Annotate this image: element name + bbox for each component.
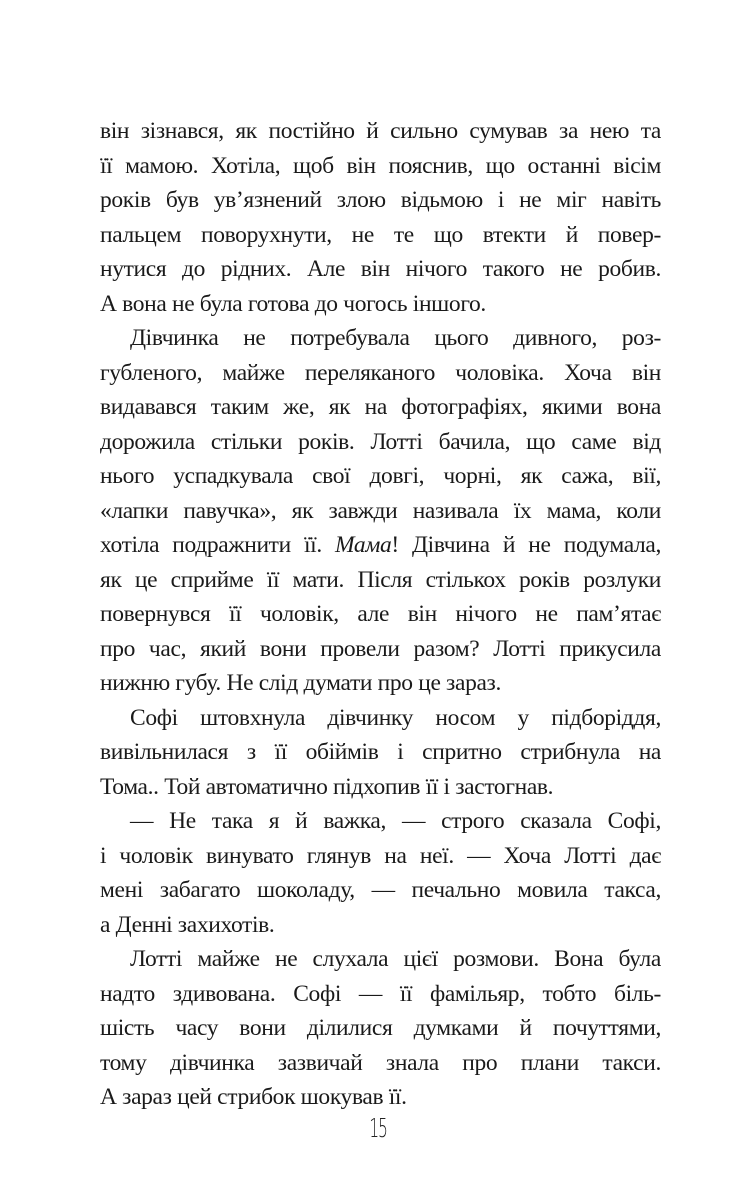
paragraph — [100, 114, 661, 321]
text-line: дорожила стільки років. Лотті бачила, що саме від — [100, 428, 661, 455]
paragraph — [100, 701, 661, 805]
text-line: тому дівчинка зазвичай знала про плани такси. — [100, 1049, 661, 1076]
paragraph — [100, 804, 661, 942]
text-line: як це сприйме її мати. Після стількох років розлуки — [100, 566, 661, 593]
text-line: губленого, майже переляканого чоловіка. Хоча він — [100, 359, 661, 386]
text-line: видавався таким же, як на фотографіях, якими вона — [100, 394, 661, 420]
text-line: «лапки павучка», як завжди називала їх мама, коли — [100, 497, 661, 524]
text-line: Лотті майже не слухала цієї розмови. Вона була — [130, 946, 661, 972]
paragraph — [100, 942, 661, 1115]
text-line: А зараз цей стрибок шокував її. — [100, 1084, 407, 1110]
text-line: Тома.. Той автоматично підхопив її і застогнав. — [100, 773, 554, 800]
text-line — [100, 528, 661, 563]
text-segment: ! Дівчина й не подумала, — [391, 532, 661, 558]
text-line: пальцем поворухнути, не те що втекти й повер- — [100, 221, 661, 248]
text-line: нього успадкувала свої довгі, чорні, як сажа, вії, — [100, 463, 661, 489]
text-segment: хотіла подражнити її. — [100, 532, 336, 558]
book-page-text — [100, 114, 661, 1115]
text-line: мені забагато шоколаду, — печально мовила такса, — [100, 877, 661, 903]
italic-emphasis: Мама — [335, 532, 392, 558]
text-line: шість часу вони ділилися думками й почуттями, — [100, 1015, 661, 1041]
paragraph — [100, 321, 661, 701]
text-line: нижню губу. Не слід думати про це зараз. — [100, 670, 502, 696]
page-number: 15 — [369, 1114, 387, 1144]
text-line: надто здивована. Софі — її фамільяр, тобто біль- — [100, 980, 661, 1007]
text-line: про час, який вони провели разом? Лотті прикусила — [100, 635, 661, 662]
text-line: а Денні захихотів. — [100, 911, 275, 938]
text-line: вивільнилася з її обіймів і спритно стрибнула на — [100, 739, 661, 765]
text-line: Дівчинка не потребувала цього дивного, роз- — [130, 325, 661, 351]
text-line: — Не така я й важка, — строго сказала Софі, — [130, 808, 661, 834]
text-line: її мамою. Хотіла, щоб він пояснив, що останні вісім — [100, 152, 661, 179]
text-line: років був ув’язнений злою відьмою і не міг навіть — [100, 187, 661, 213]
text-line: і чоловік винувато глянув на неї. — Хоча Лотті дає — [100, 842, 661, 869]
text-line: Софі штовхнула дівчинку носом у підборіддя, — [130, 704, 661, 731]
text-line: повернувся її чоловік, але він нічого не пам’ятає — [100, 601, 661, 627]
text-line: А вона не була готова до чогось іншого. — [100, 290, 486, 317]
text-line: нутися до рідних. Але він нічого такого не робив. — [100, 256, 661, 282]
text-line: він зізнався, як постійно й сильно сумував за нею та — [100, 118, 661, 144]
